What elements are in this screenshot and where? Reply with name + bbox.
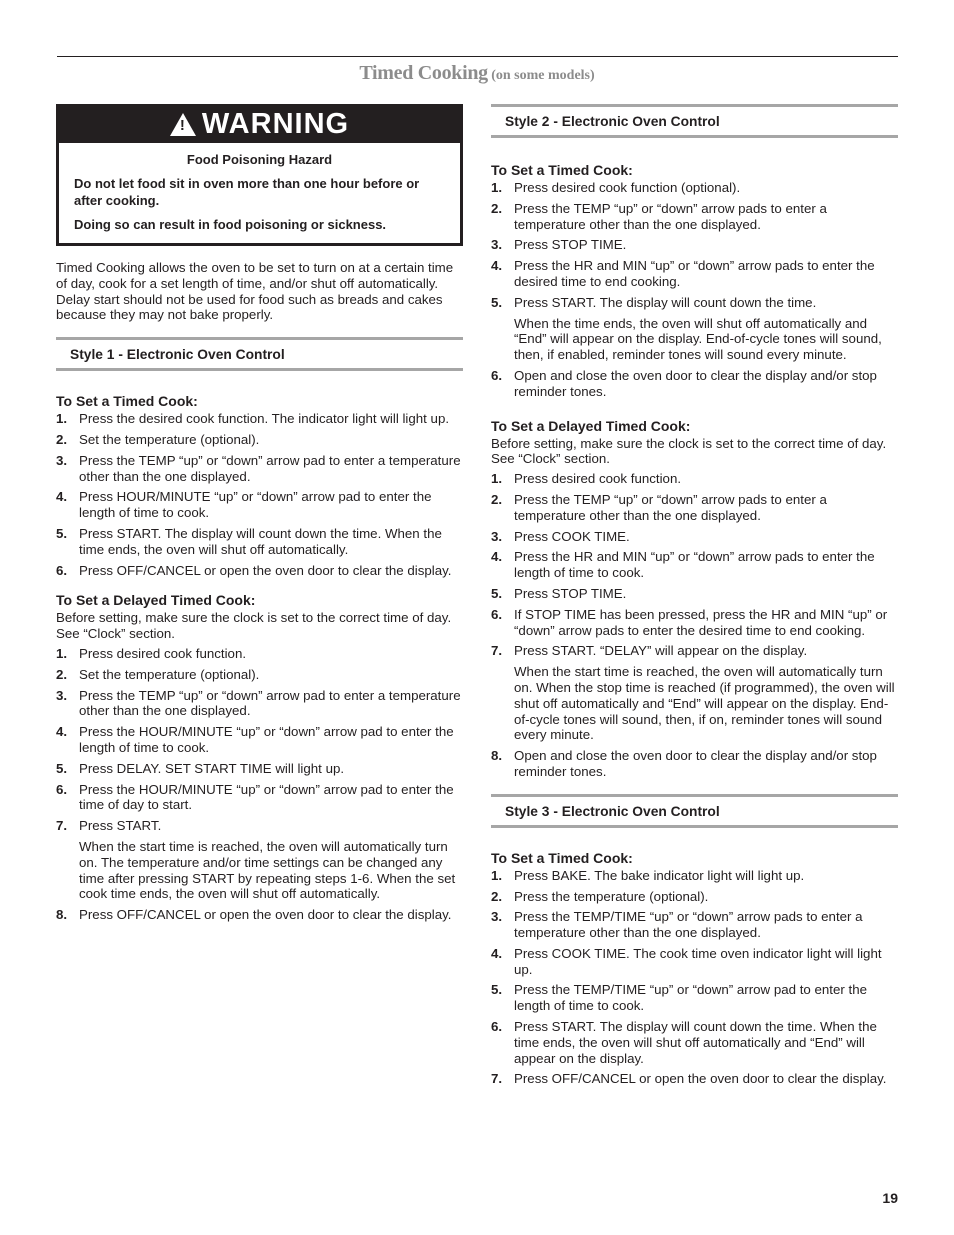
step-number: 8.	[56, 907, 68, 923]
step-text: Press the TEMP “up” or “down” arrow pads to enter a temperature other than the one displayed.	[514, 491, 827, 523]
step-number: 1.	[56, 411, 68, 427]
step-text: Press STOP TIME.	[514, 237, 627, 253]
list-item	[56, 761, 463, 777]
warning-hazard: Food Poisoning Hazard	[186, 152, 333, 167]
style1-delayed-note: Before setting, make sure the clock is set to the correct time of day. See “Clock” section.	[56, 610, 452, 642]
step-number: 5.	[56, 525, 68, 541]
style3-header: Style 3 - Electronic Oven Control	[491, 794, 898, 828]
step-text: Open and close the oven door to clear the display and/or stop reminder tones.	[514, 367, 877, 399]
warning-label: WARNING	[201, 108, 350, 141]
list-item	[56, 646, 463, 662]
list-item	[491, 295, 898, 363]
step-number: 4.	[491, 945, 503, 961]
step-text: Press desired cook function.	[79, 645, 247, 661]
step-number: 3.	[491, 237, 503, 253]
step-text: Open and close the oven door to clear the display and/or stop reminder tones.	[514, 748, 877, 779]
step-number: 6.	[491, 367, 503, 383]
list-item	[491, 643, 898, 743]
list-item	[56, 563, 463, 579]
step-number: 3.	[491, 528, 503, 544]
style1-delayed-heading: To Set a Delayed Timed Cook:	[56, 592, 256, 609]
style2-delayed-steps	[491, 471, 898, 780]
step-text: Press desired cook function (optional).	[514, 180, 741, 195]
style1-header: Style 1 - Electronic Oven Control	[56, 337, 463, 371]
list-item	[491, 946, 898, 978]
list-item	[56, 489, 463, 521]
list-item	[491, 549, 898, 581]
step-number: 1.	[56, 645, 68, 661]
step-number: 4.	[491, 258, 503, 274]
step-text: Press the HOUR/MINUTE “up” or “down” arrow pad to enter the time of day to start.	[79, 781, 454, 813]
step-text-main: Press START. The display will count down the time.	[514, 294, 817, 310]
step-text: Press desired cook function.	[514, 471, 682, 487]
list-item	[491, 492, 898, 524]
style1-timed-heading: To Set a Timed Cook:	[56, 393, 198, 410]
step-number: 6.	[491, 1019, 503, 1035]
step-number: 7.	[491, 1071, 503, 1087]
step-text: Press OFF/CANCEL or open the oven door to clear the display.	[514, 1071, 887, 1087]
step-text: Press START. The display will count down the time. When the time ends, the oven will shut off automatically.	[79, 525, 442, 557]
list-item	[491, 529, 898, 545]
step-text: Press COOK TIME. The cook time oven indicator light will light up.	[514, 945, 882, 977]
list-item	[56, 526, 463, 558]
step-number: 2.	[56, 666, 68, 682]
step-text: Press OFF/CANCEL or open the oven door to clear the display.	[79, 562, 452, 578]
style2-timed-steps	[491, 180, 898, 400]
top-rule	[57, 56, 898, 57]
step-number: 5.	[56, 760, 68, 776]
list-item	[491, 368, 898, 400]
step-text: Press BAKE. The bake indicator light will light up.	[514, 867, 805, 883]
step-text: Press STOP TIME.	[514, 585, 627, 601]
step-number: 2.	[491, 888, 503, 904]
step-text: Press the temperature (optional).	[514, 888, 709, 904]
list-item	[491, 868, 898, 884]
step-number: 1.	[491, 867, 503, 883]
list-item	[491, 889, 898, 905]
list-item	[56, 667, 463, 683]
list-item	[56, 782, 463, 814]
style1-delayed-steps	[56, 646, 463, 923]
warning-header	[59, 107, 460, 143]
warning-box	[56, 104, 463, 246]
style3-timed-heading: To Set a Timed Cook:	[491, 849, 633, 866]
list-item	[491, 237, 898, 253]
step-number: 4.	[491, 549, 503, 565]
step-text: Press the HOUR/MINUTE “up” or “down” arrow pad to enter the length of time to cook.	[79, 724, 454, 755]
list-item	[491, 201, 898, 233]
list-item	[491, 748, 898, 780]
step-number: 7.	[491, 643, 503, 659]
step-number: 4.	[56, 489, 68, 505]
step-number: 7.	[56, 818, 68, 834]
step-text: If STOP TIME has been pressed, press the HR and MIN “up” or “down” arrow pads to enter the desired time to end cooking.	[514, 606, 888, 638]
step-text-extra: When the start time is reached, the oven will automatically turn on. The temperature and/or time settings can be changed any time after pressing START by repeating steps 1-6. When the set cook time ends, the oven will shut off automatically.	[79, 838, 456, 902]
step-number: 3.	[491, 909, 503, 925]
list-item	[491, 982, 898, 1014]
step-text	[79, 818, 463, 902]
step-number: 6.	[56, 781, 68, 797]
step-text: Press the TEMP/TIME “up” or “down” arrow pad to enter the length of time to cook.	[514, 982, 867, 1014]
style2-delayed-heading: To Set a Delayed Timed Cook:	[491, 417, 691, 434]
step-text: Press the desired cook function. The indicator light will light up.	[79, 411, 450, 427]
list-item	[56, 432, 463, 448]
step-number: 2.	[56, 431, 68, 447]
step-text: Press DELAY. SET START TIME will light up.	[79, 760, 345, 776]
step-text: Set the temperature (optional).	[79, 666, 260, 682]
step-text: Press the TEMP/TIME “up” or “down” arrow pads to enter a temperature other than the one displayed.	[514, 909, 863, 941]
step-text: Set the temperature (optional).	[79, 431, 260, 447]
list-item	[56, 411, 463, 427]
warning-triangle-icon	[170, 113, 196, 136]
step-text-main: Press START. “DELAY” will appear on the display.	[514, 643, 808, 659]
warning-line-2: Doing so can result in food poisoning or sickness.	[74, 217, 387, 232]
list-item	[56, 818, 463, 902]
list-item	[491, 1071, 898, 1087]
list-item	[491, 586, 898, 602]
list-item	[56, 724, 463, 756]
list-item	[491, 1019, 898, 1066]
list-item	[56, 453, 463, 485]
step-text: Press the HR and MIN “up” or “down” arrow pads to enter the length of time to cook.	[514, 549, 875, 581]
step-number: 2.	[491, 491, 503, 507]
title-subtitle: (on some models)	[491, 68, 595, 83]
step-text-main: Press START.	[79, 818, 162, 834]
step-text: Press the TEMP “up” or “down” arrow pads to enter a temperature other than the one displayed.	[514, 200, 827, 232]
step-number: 8.	[491, 748, 503, 764]
list-item	[491, 607, 898, 639]
step-number: 3.	[56, 452, 68, 468]
style2-header: Style 2 - Electronic Oven Control	[491, 104, 898, 138]
list-item	[491, 909, 898, 941]
list-item	[491, 471, 898, 487]
step-text	[514, 643, 898, 743]
step-number: 1.	[491, 180, 503, 195]
left-column	[56, 104, 463, 937]
style1-timed-steps	[56, 411, 463, 578]
step-number: 5.	[491, 294, 503, 310]
list-item	[491, 258, 898, 290]
warning-line-1: Do not let food sit in oven more than one hour before or after cooking.	[74, 176, 420, 208]
step-text: Press the TEMP “up” or “down” arrow pad to enter a temperature other than the one displayed.	[79, 452, 461, 484]
step-number: 3.	[56, 687, 68, 703]
step-text	[514, 295, 898, 363]
style2-timed-heading: To Set a Timed Cook:	[491, 162, 633, 178]
step-number: 2.	[491, 200, 503, 216]
step-text: Press COOK TIME.	[514, 528, 630, 544]
step-number: 1.	[491, 471, 503, 487]
step-text-extra: When the time ends, the oven will shut off automatically and “End” will appear on the display. End-of-cycle tones will sound, then, if enabled, reminder tones will sound every minute.	[514, 315, 882, 363]
list-item	[56, 907, 463, 923]
step-number: 6.	[491, 606, 503, 622]
step-number: 5.	[491, 585, 503, 601]
warning-body	[59, 143, 460, 243]
page-number: 19	[882, 1190, 898, 1206]
page-title	[0, 62, 954, 84]
step-text: Press the HR and MIN “up” or “down” arrow pads to enter the desired time to end cooking.	[514, 258, 875, 289]
step-number: 5.	[491, 982, 503, 998]
step-text: Press START. The display will count down the time. When the time ends, the oven will shut off automatically and “End” will appear on the display.	[514, 1019, 877, 1066]
step-number: 6.	[56, 562, 68, 578]
step-text: Press HOUR/MINUTE “up” or “down” arrow pad to enter the length of time to cook.	[79, 489, 432, 521]
step-text-extra: When the start time is reached, the oven will automatically turn on. When the stop time is reached (if programmed), the oven will shut off automatically and “End” will appear on the display. End-of-cycle tones will sound, then, if on, reminder tones will sound every minute.	[514, 664, 895, 743]
title-main: Timed Cooking	[359, 62, 488, 84]
step-number: 4.	[56, 724, 68, 740]
step-text: Press the TEMP “up” or “down” arrow pad to enter a temperature other than the one displayed.	[79, 687, 461, 719]
list-item	[491, 180, 898, 196]
list-item	[56, 688, 463, 720]
intro-paragraph: Timed Cooking allows the oven to be set to turn on at a certain time of day, cook for a set length of time, and/or shut off automatically. Delay start should not be used for food such as breads and cakes because they may not bake properly.	[56, 260, 454, 323]
style3-timed-steps	[491, 868, 898, 1088]
right-column	[491, 104, 898, 1101]
step-text: Press OFF/CANCEL or open the oven door to clear the display.	[79, 907, 452, 923]
style2-delayed-note: Before setting, make sure the clock is set to the correct time of day. See “Clock” section.	[491, 435, 887, 467]
